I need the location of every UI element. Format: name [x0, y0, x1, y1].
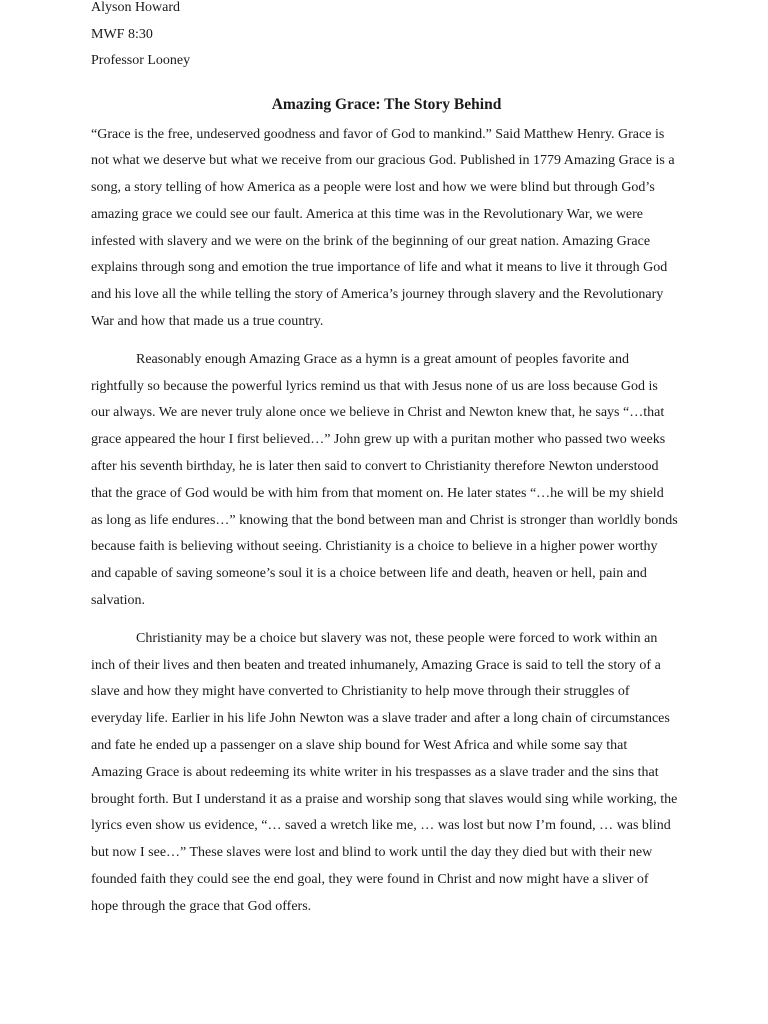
document-header: [91, 0, 678, 75]
professor-name: Professor Looney: [91, 53, 191, 68]
author-name: Alyson Howard: [91, 0, 181, 15]
paragraph-3: Christianity may be a choice but slavery was not, these people were forced to work within an inch of their lives and then beaten and treated inhumanely, Amazing Grace is said to tell the story of a slave and how they might have converted to Christianity to help move through their struggles of everyday life. Earlier in his life John Newton was a slave trader and after a long chain of circumstances and fate he ended up a passenger on a slave ship bound for West Africa and while some say that Amazing Grace is about redeeming its white writer in his trespasses as a slave trader and the sins that brought forth. But I understand it as a praise and worship song that slaves would sing while working, the lyrics even show us evidence, “… saved a wretch like me, … was lost but now I’m found, … was blind but now I see…” These slaves were lost and blind to work until the day they died but with their new founded faith they could see the end goal, they were found in Christ and now might have a sliver of hope through the grace that God offers.: [91, 630, 678, 914]
class-time: MWF 8:30: [91, 26, 153, 42]
document-title: Amazing Grace: The Story Behind: [271, 95, 502, 113]
paragraph-1: “Grace is the free, undeserved goodness and favor of God to mankind.” Said Matthew Henry. Grace is not what we deserve but what we receive from our gracious God. Published in 1779 Amazing Grace is a song, a story telling of how America as a people were lost and how we were blind but through God’s amazing grace we could see our fault. America at this time was in the Revolutionary War, we were infested with slavery and we were on the brink of the beginning of our great nation. Amazing Grace explains through song and emotion the true importance of life and what it means to live it through God and his love all the while telling the story of America’s journey through slavery and the Revolutionary War and how that made us a true country.: [91, 126, 675, 330]
paragraph-2: Reasonably enough Amazing Grace as a hymn is a great amount of peoples favorite and rightfully so because the powerful lyrics remind us that with Jesus none of us are loss because God is our always. We are never truly alone once we believe in Christ and Newton knew that, he says “…that grace appeared the hour I first believed…” John grew up with a puritan mother who passed two weeks after his seventh birthday, he is later then said to convert to Christianity therefore Newton understood that the grace of God would be with him from that moment on. He later states “…he will be my shield as long as life endures…” knowing that the bond between man and Christ is stronger than worldly bonds because faith is believing without seeing. Christianity is a choice to believe in a higher power worthy and capable of saving someone’s soul it is a choice between life and death, heaven or hell, pain and salvation.: [91, 351, 678, 609]
